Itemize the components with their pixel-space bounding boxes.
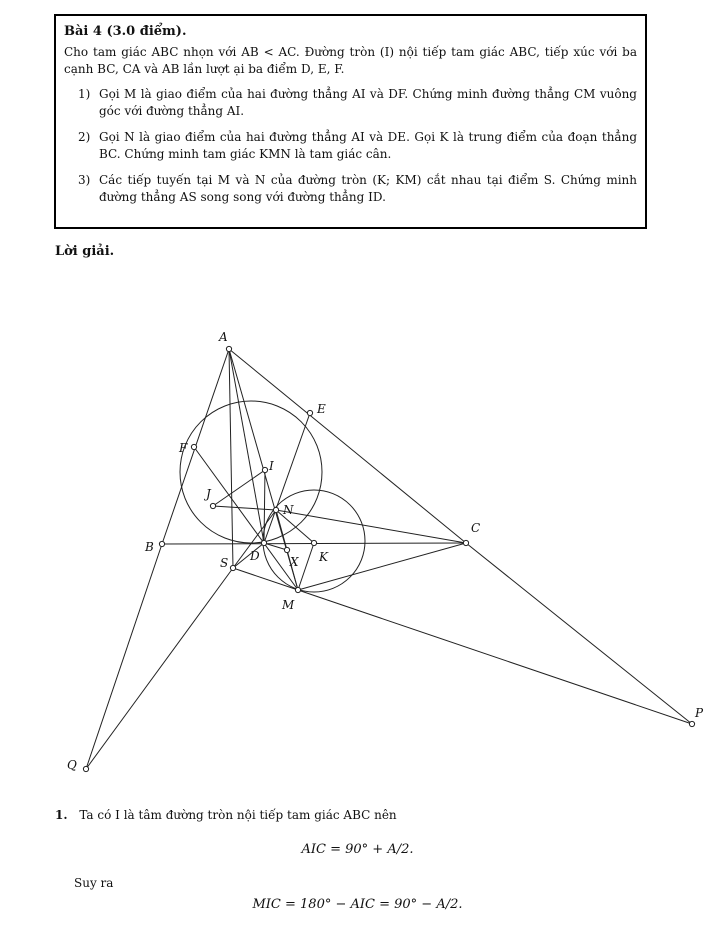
point-m <box>295 587 300 592</box>
point-a <box>226 346 231 351</box>
formula-aic: AIC = 90° + A/2. <box>301 842 414 857</box>
label-n: N <box>283 503 294 517</box>
line-jn <box>213 506 276 510</box>
point-i <box>262 467 267 472</box>
solution-step-1 <box>55 808 655 822</box>
label-j: J <box>206 487 211 501</box>
label-a: A <box>219 330 228 344</box>
problem-list <box>64 86 637 206</box>
point-d <box>261 540 266 545</box>
item-number: 1) <box>78 87 91 101</box>
point-p <box>689 721 694 726</box>
point-c <box>463 540 468 545</box>
problem-box <box>54 14 647 229</box>
label-k: K <box>319 550 328 564</box>
problem-item <box>64 129 637 163</box>
line-as <box>229 349 233 568</box>
label-b: B <box>145 540 154 554</box>
line-sq <box>86 568 233 769</box>
label-e: E <box>317 402 326 416</box>
label-i: I <box>269 459 274 473</box>
point-b <box>159 541 164 546</box>
point-k <box>311 540 316 545</box>
line-fm <box>194 447 298 590</box>
label-m: M <box>282 598 295 612</box>
line-nk <box>276 510 314 543</box>
problem-title: Bài 4 (3.0 điểm). <box>64 24 187 39</box>
label-s: S <box>220 556 229 570</box>
line-sm <box>233 568 298 590</box>
line-cp <box>466 543 692 724</box>
item-number: 2) <box>78 130 91 144</box>
label-d: D <box>250 549 260 563</box>
problem-intro: Cho tam giác ABC nhọn với AB < AC. Đường tròn (I) nội tiếp tam giác ABC, tiếp xúc với ba cạnh BC, CA và AB lần lượt ại ba điểm D, E, F. <box>64 45 637 76</box>
item-number: 3) <box>78 173 91 187</box>
problem-item <box>64 86 637 120</box>
step-number: 1. <box>55 808 68 822</box>
point-f <box>191 444 196 449</box>
line-ad <box>229 349 264 543</box>
line-ij <box>213 470 265 506</box>
problem-item <box>64 172 637 206</box>
point-n <box>273 507 278 512</box>
step-text: Ta có I là tâm đường tròn nội tiếp tam giác ABC nên <box>79 808 397 822</box>
item-text: Gọi N là giao điểm của hai đường thẳng AI và DE. Gọi K là trung điểm của đoạn thẳng BC. Chứng minh tam giác KMN là tam giác cân. <box>99 130 637 161</box>
label-c: C <box>471 521 481 535</box>
point-j <box>210 503 215 508</box>
line-bq <box>86 544 162 769</box>
geometry-figure <box>0 320 715 790</box>
line-mp <box>298 590 692 724</box>
formula-mic: MIC = 180° − AIC = 90° − A/2. <box>252 897 463 912</box>
line-nc <box>276 510 466 543</box>
line-mk <box>298 543 314 590</box>
item-text: Gọi M là giao điểm của hai đường thẳng AI và DF. Chứng minh đường thẳng CM vuông góc với đường thẳng AI. <box>99 87 637 118</box>
label-x: X <box>290 555 299 569</box>
suy-ra-text: Suy ra <box>74 876 114 890</box>
line-id <box>264 470 265 543</box>
label-p: P <box>695 706 704 720</box>
point-e <box>307 410 312 415</box>
solution-heading: Lời giải. <box>55 244 115 259</box>
label-q: Q <box>67 758 77 772</box>
point-x <box>284 547 289 552</box>
label-f: F <box>179 441 188 455</box>
point-s <box>230 565 235 570</box>
line-ed <box>264 413 310 543</box>
point-q <box>83 766 88 771</box>
item-text: Các tiếp tuyến tại M và N của đường tròn (K; KM) cắt nhau tại điểm S. Chứng minh đường thẳng AS song song với đường thẳng ID. <box>99 173 637 204</box>
